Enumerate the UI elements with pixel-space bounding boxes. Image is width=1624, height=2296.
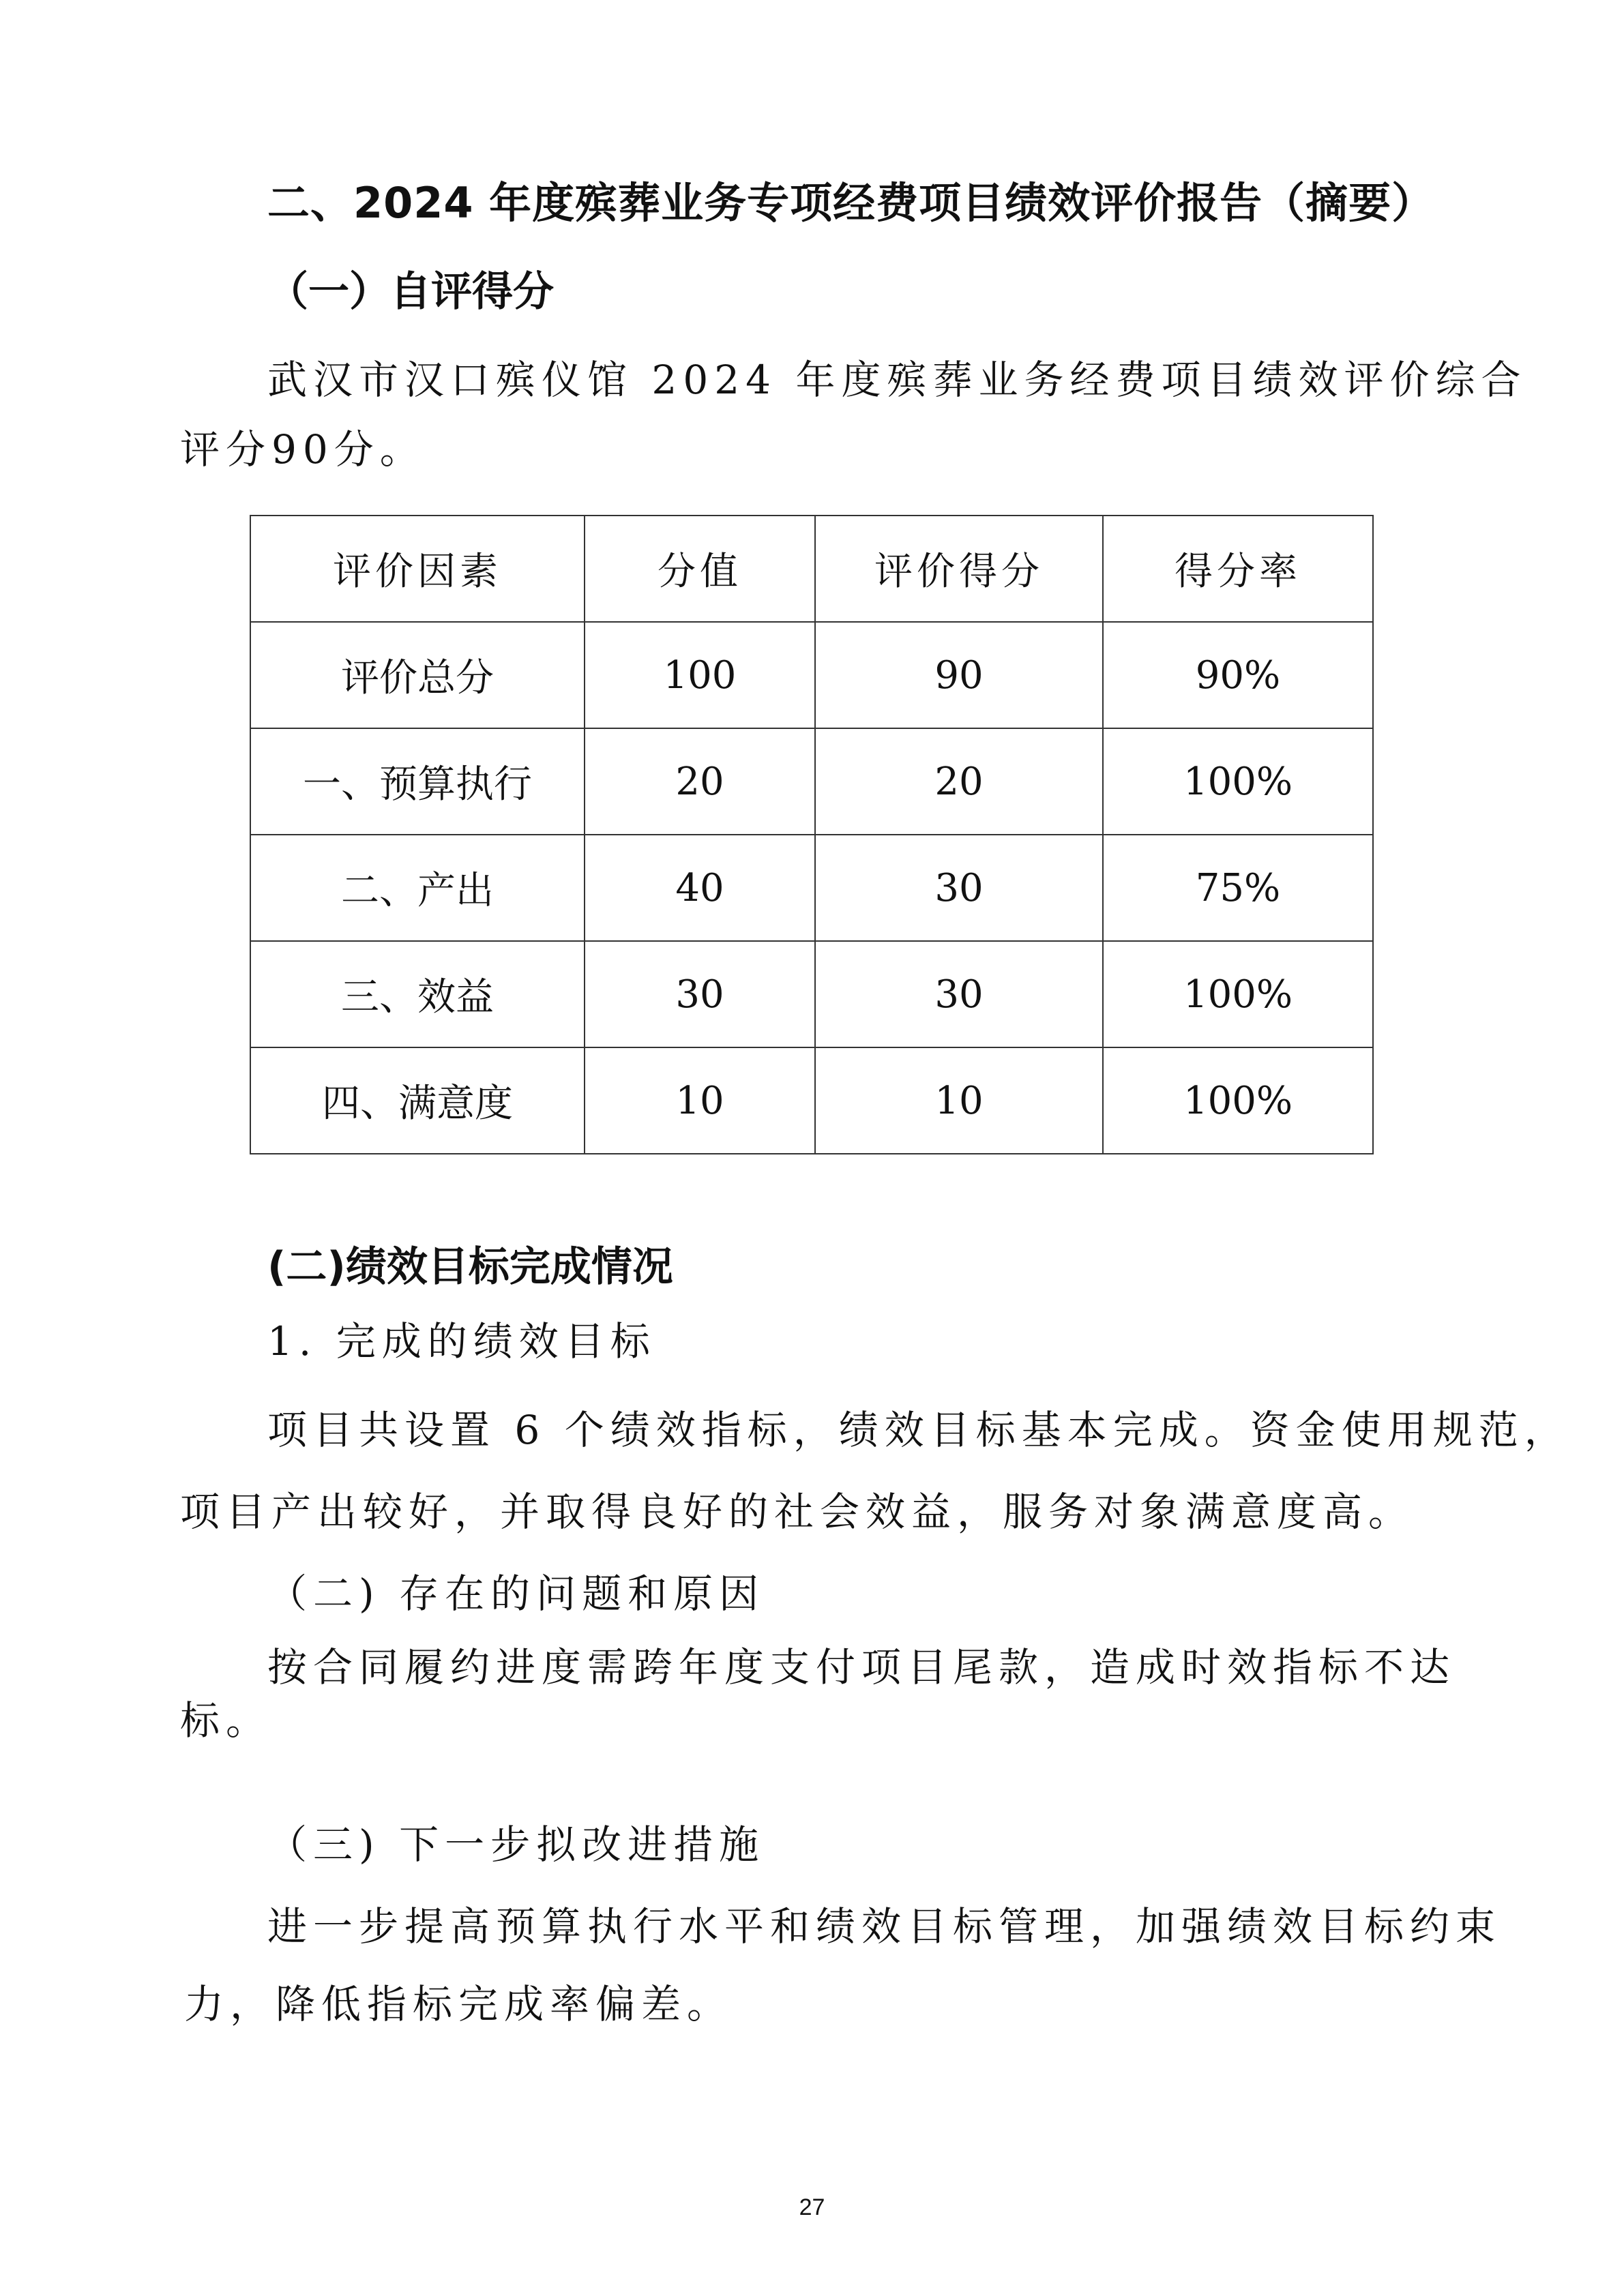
self-score-paragraph-line-1: 武汉市汉口殡仪馆 2024 年度殡葬业务经费项目绩效评价综合 [267,357,1527,403]
table-row [250,835,1373,941]
value-cell: 10 [585,1047,815,1154]
header-cell: 评价因素 [250,516,585,622]
problems-paragraph-line-2: 标。 [180,1697,272,1744]
score-table [250,515,1374,1154]
improvements-paragraph-line-1: 进一步提高预算执行水平和绩效目标管理，加强绩效目标约束 [267,1903,1502,1950]
score-cell: 30 [815,835,1103,941]
completed-goals-subheading: 1. 完成的绩效目标 [267,1318,656,1365]
header-cell: 分值 [585,516,815,622]
improvements-subheading: （三) 下一步拟改进措施 [267,1821,765,1868]
goals-paragraph-line-2: 项目产出较好，并取得良好的社会效益，服务对象满意度高。 [180,1489,1415,1535]
score-cell: 30 [815,941,1103,1047]
rate-cell: 100% [1103,1047,1373,1154]
self-score-heading: （一）自评得分 [267,268,554,316]
table-row [250,622,1373,728]
header-cell: 评价得分 [815,516,1103,622]
goals-paragraph-line-1: 项目共设置 6 个绩效指标，绩效目标基本完成。资金使用规范， [267,1407,1570,1453]
improvements-paragraph-line-2: 力，降低指标完成率偏差。 [184,1981,733,2027]
factor-cell: 评价总分 [250,622,585,728]
factor-cell: 三、效益 [250,941,585,1047]
table-row [250,728,1373,835]
report-title: 二、2024 年度殡葬业务专项经费项目绩效评价报告（摘要） [267,178,1435,228]
factor-cell: 一、预算执行 [250,728,585,835]
factor-cell: 四、满意度 [250,1047,585,1154]
header-cell: 得分率 [1103,516,1373,622]
table-row [250,1047,1373,1154]
rate-cell: 100% [1103,728,1373,835]
score-cell: 90 [815,622,1103,728]
problems-subheading: （二) 存在的问题和原因 [267,1570,765,1617]
value-cell: 40 [585,835,815,941]
factor-cell: 二、产出 [250,835,585,941]
score-cell: 20 [815,728,1103,835]
score-cell: 10 [815,1047,1103,1154]
value-cell: 100 [585,622,815,728]
table-row [250,941,1373,1047]
value-cell: 20 [585,728,815,835]
problems-paragraph-line-1: 按合同履约进度需跨年度支付项目尾款，造成时效指标不达 [267,1644,1456,1690]
rate-cell: 90% [1103,622,1373,728]
table-header-row [250,516,1373,622]
rate-cell: 75% [1103,835,1373,941]
rate-cell: 100% [1103,941,1373,1047]
page-number: 27 [799,2194,825,2220]
self-score-paragraph-line-2: 评分90分。 [180,426,426,473]
performance-goals-heading: (二)绩效目标完成情况 [267,1243,673,1291]
value-cell: 30 [585,941,815,1047]
